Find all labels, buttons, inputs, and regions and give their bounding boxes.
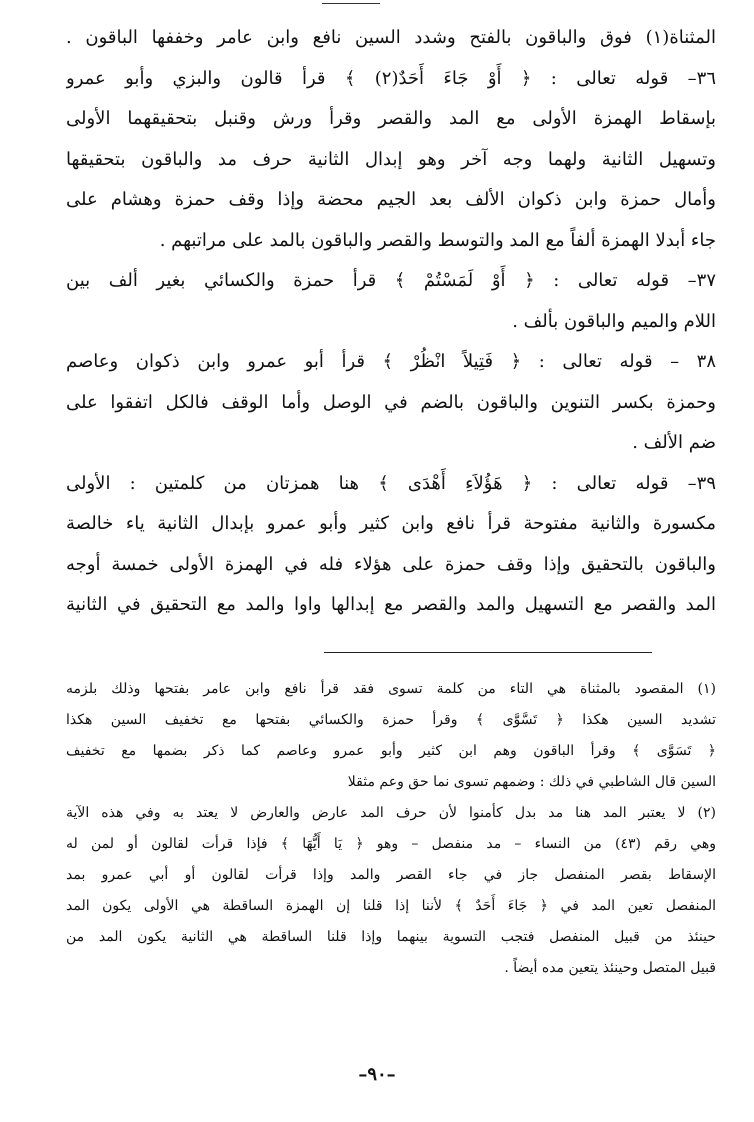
- text-line: اللام والميم والباقون بألف .: [512, 310, 716, 332]
- text-line: مكسورة والثانية مفتوحة قرأ نافع وابن كثير وأبو عمرو بإبدال الثانية ياء خالصة: [66, 513, 716, 534]
- main-text: [66, 18, 716, 626]
- text-line: المثناة(١) فوق والباقون بالفتح وشدد السين نافع وابن عامر وخففها الباقون .: [66, 27, 716, 48]
- footnote-line: (١) المقصود بالمثناة هي التاء من كلمة تسوى فقد قرأ نافع وابن عامر بفتحها وذلك بلزمه: [66, 681, 716, 697]
- text-line: والباقون بالتحقيق وإذا وقف حمزة على هؤلاء فله في الهمزة الأولى خمسة أوجه: [66, 553, 716, 575]
- text-line: ٣٧– قوله تعالى : ﴿ أَوْ لَمَسْتُمْ ﴾ قرأ حمزة والكسائي بغير ألف بين: [66, 270, 716, 291]
- footnote-line: الإسقاط بقصر المنفصل جاز في جاء القصر والمد وإذا قرأت لقالون أو أبي عمرو بمد: [66, 867, 716, 883]
- footnote-line: (٢) لا يعتبر المد هنا مد بدل كأمنوا لأن حرف المد عارض والعارض لا يعتد به وفي هذه الآية: [66, 805, 716, 821]
- text-line: جاء أبدلا الهمزة ألفاً مع المد والتوسط والقصر والباقون بالمد على مراتبهم .: [159, 229, 716, 251]
- footnote-line: وهي رقم (٤٣) من النساء – مد منفصل – وهو ﴿ يَا أَيُّهَا ﴾ فإذا قرأت لقالون أو لمن له: [66, 836, 716, 852]
- text-line: المد والقصر مع التسهيل والمد والقصر مع إبدالها واوا والمد مع التحقيق في الثانية: [66, 594, 716, 615]
- text-line: ٣٦– قوله تعالى : ﴿ أَوْ جَاءَ أَحَدٌ(٢) ﴾ قرأ قالون والبزي وأبو عمرو: [66, 67, 716, 89]
- footnote-line: تشديد السين هكذا ﴿ تَسَّوَّى ﴾ وقرأ حمزة والكسائي بفتحها مع تخفيف السين هكذا: [66, 712, 716, 728]
- footnote-line: حينئذ من قبيل المنفصل فتجب التسوية بينهما وإذا قلنا الساقطة هي الثانية يكون المد من: [66, 929, 716, 945]
- top-rule: [322, 3, 380, 4]
- text-line: ٣٨ – قوله تعالى : ﴿ فَتِيلاً انْظُرْ ﴾ قرأ أبو عمرو وابن ذكوان وعاصم: [66, 351, 716, 372]
- text-line: بإسقاط الهمزة الأولى مع المد والقصر وقرأ ورش وقنبل بتحقيقهما الأولى: [66, 108, 716, 129]
- text-line: وتسهيل الثانية ولهما وجه آخر وهو إبدال الثانية حرف مد والباقون بتحقيقها: [66, 148, 716, 170]
- page-number: –٩٠–: [358, 1064, 396, 1085]
- text-line: وحمزة بكسر التنوين والباقون بالضم في الوصل وأما الوقف فالكل اتفقوا على: [66, 391, 716, 413]
- text-line: ٣٩– قوله تعالى : ﴿ هَؤُلاَءِ أَهْدَى ﴾ هنا همزتان من كلمتين : الأولى: [66, 472, 716, 494]
- footnote-separator: [324, 652, 652, 653]
- footnote-line: السين قال الشاطبي في ذلك : وضمهم تسوى نما حق وعم مثقلا: [347, 774, 716, 790]
- footnotes: [66, 674, 716, 984]
- text-line: ضم الألف .: [632, 432, 716, 453]
- footnote-line: قبيل المتصل وحينئذ يتعين مده أيضاً .: [504, 960, 716, 976]
- footnote-line: ﴿ تَسَوَّى ﴾ وقرأ الباقون وهم ابن كثير وأبو عمرو وعاصم كما ذكر بضمها مع تخفيف: [66, 743, 716, 759]
- footnote-line: المنفصل تعين المد في ﴿ جَاءَ أَحَدٌ ﴾ لأننا إذا قلنا إن الهمزة الساقطة هي الأولى يكون المد: [66, 898, 716, 914]
- text-line: وأمال حمزة وابن ذكوان الألف بعد الجيم محضة وإذا وقف حمزة وهشام على: [66, 189, 716, 210]
